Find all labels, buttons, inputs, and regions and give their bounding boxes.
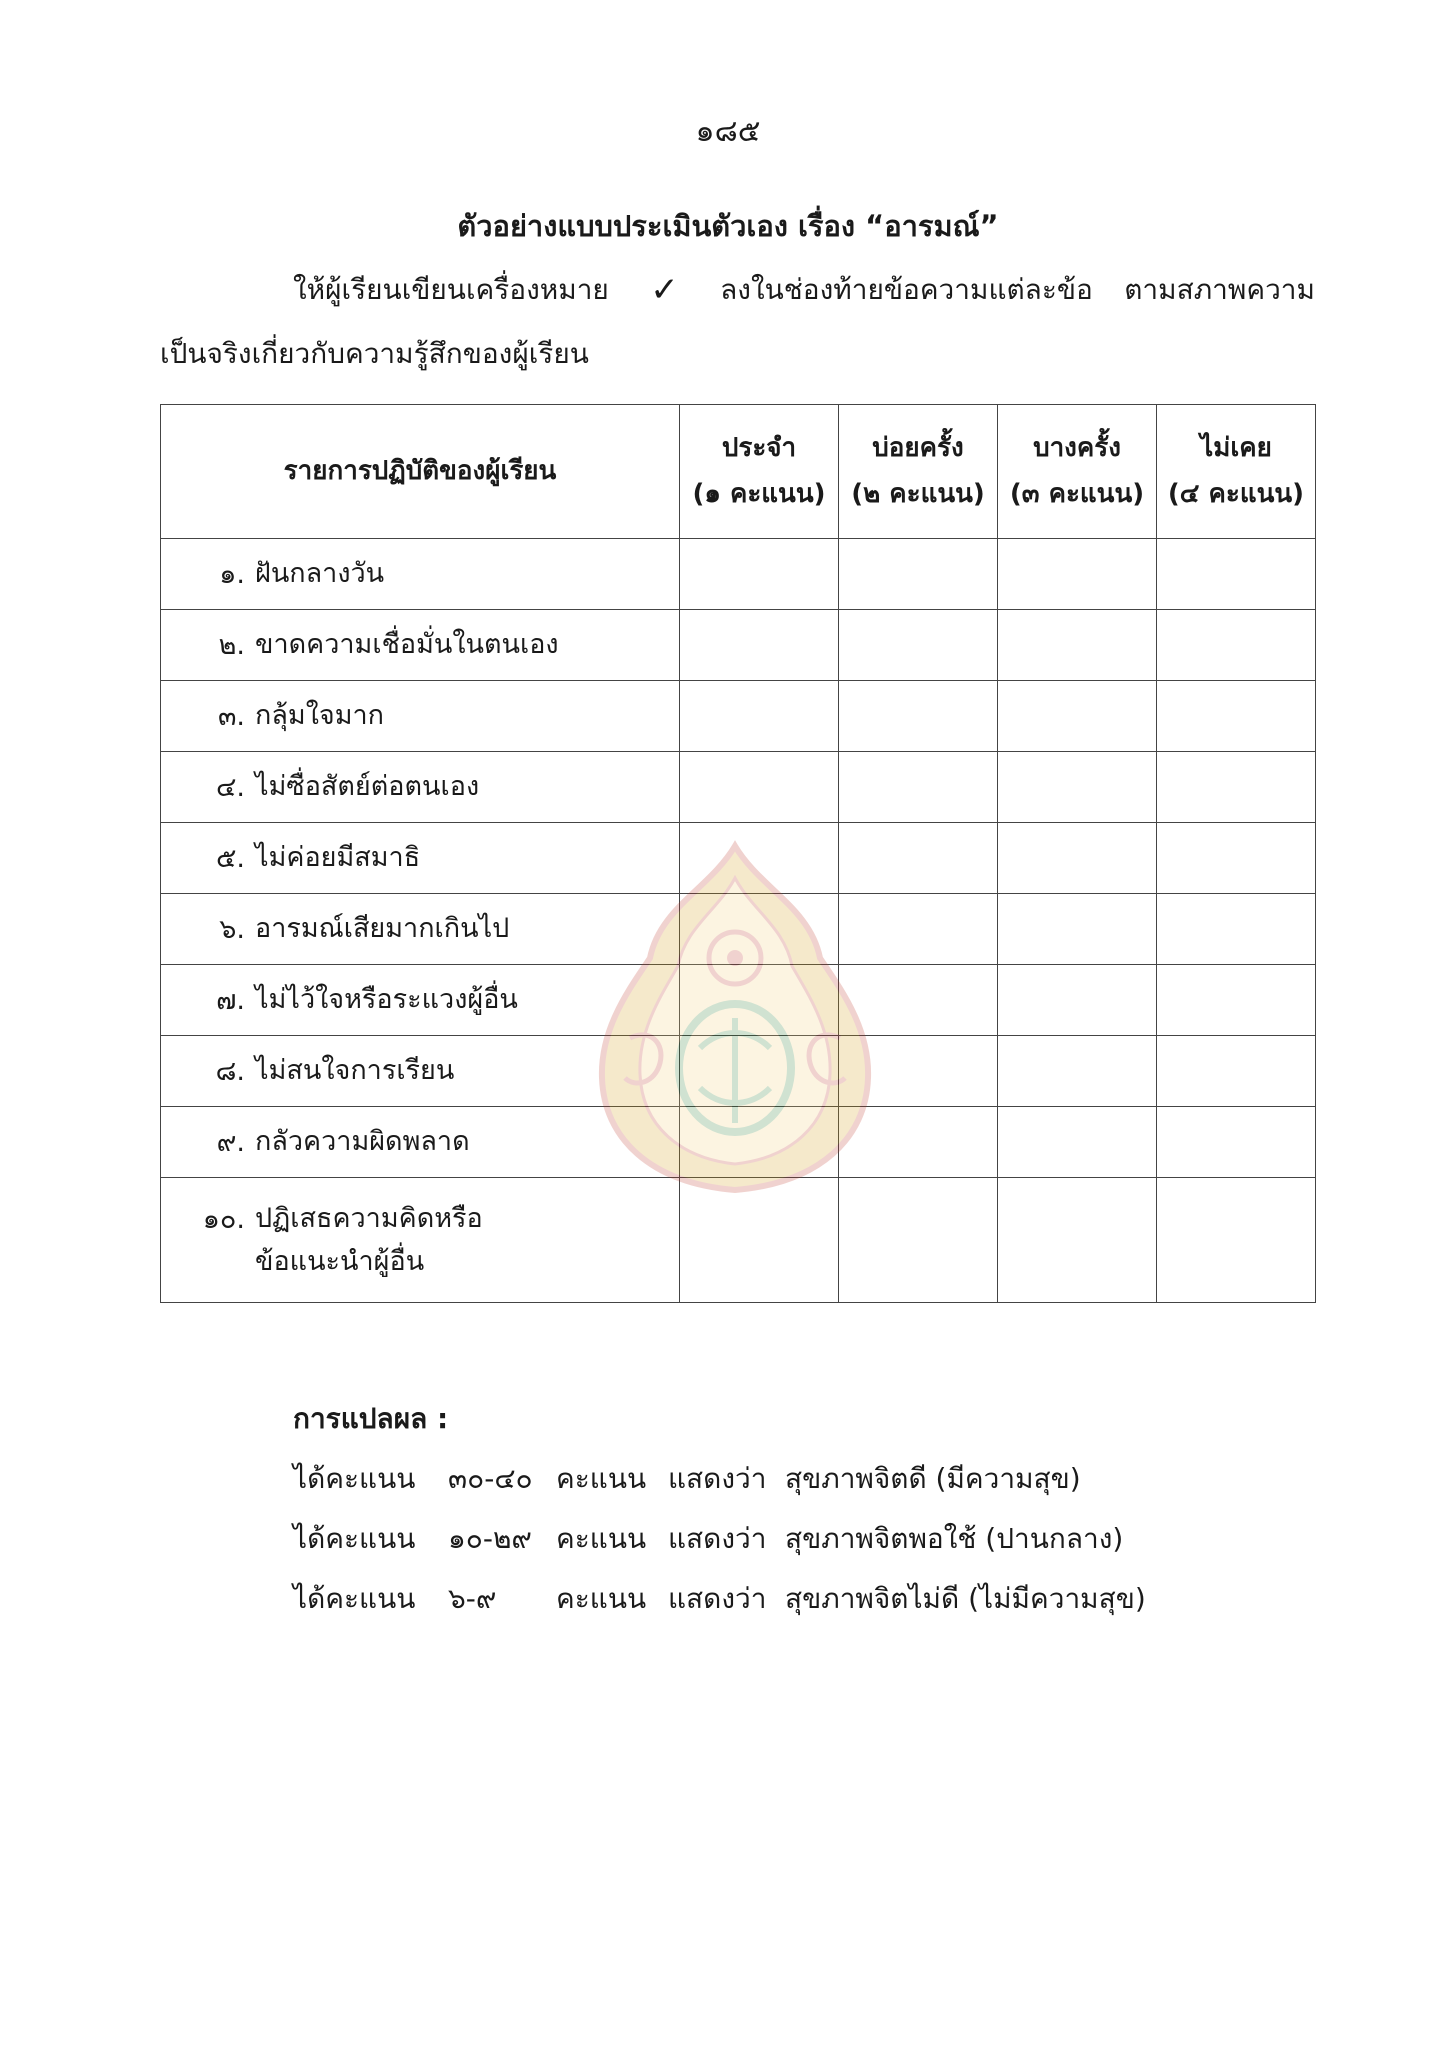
check-cell-always[interactable] [680, 1036, 839, 1107]
check-cell-sometimes[interactable] [998, 681, 1157, 752]
check-cell-often[interactable] [839, 752, 998, 823]
check-cell-often[interactable] [839, 1107, 998, 1178]
page-number: ๑๘๕ [695, 114, 761, 149]
check-cell-often[interactable] [839, 823, 998, 894]
checkmark-icon: ✓ [650, 270, 679, 310]
check-cell-sometimes[interactable] [998, 823, 1157, 894]
check-cell-often[interactable] [839, 894, 998, 965]
check-cell-often[interactable] [839, 681, 998, 752]
check-cell-often[interactable] [839, 1178, 998, 1303]
check-cell-always[interactable] [680, 823, 839, 894]
check-cell-never[interactable] [1157, 823, 1316, 894]
check-cell-often[interactable] [839, 965, 998, 1036]
instruction-part-3: ตามสภาพความ [1124, 273, 1315, 306]
table-row [161, 752, 1316, 823]
header-always: ประจำ (๑ คะแนน) [680, 405, 839, 539]
table-row [161, 539, 1316, 610]
check-cell-always[interactable] [680, 539, 839, 610]
table-row [161, 1107, 1316, 1178]
instruction-line-2: เป็นจริงเกี่ยวกับความรู้สึกของผู้เรียน [160, 337, 589, 370]
check-cell-sometimes[interactable] [998, 1178, 1157, 1303]
table-row [161, 894, 1316, 965]
header-practice-items: รายการปฏิบัติของผู้เรียน [161, 405, 680, 539]
check-cell-sometimes[interactable] [998, 610, 1157, 681]
document-title: ตัวอย่างแบบประเมินตัวเอง เรื่อง “อารมณ์” [457, 209, 999, 243]
table-row [161, 1036, 1316, 1107]
item-cell: ๕. ไม่ค่อยมีสมาธิ [161, 823, 680, 894]
table-header-row [161, 405, 1316, 539]
item-cell: ๓. กลุ้มใจมาก [161, 681, 680, 752]
check-cell-always[interactable] [680, 894, 839, 965]
check-cell-never[interactable] [1157, 965, 1316, 1036]
check-cell-never[interactable] [1157, 1036, 1316, 1107]
instruction-part-2: ลงในช่องท้ายข้อความแต่ละข้อ [720, 273, 1093, 306]
check-cell-sometimes[interactable] [998, 965, 1157, 1036]
check-cell-always[interactable] [680, 610, 839, 681]
check-cell-sometimes[interactable] [998, 752, 1157, 823]
check-cell-always[interactable] [680, 1107, 839, 1178]
check-cell-always[interactable] [680, 965, 839, 1036]
item-cell: ๗. ไม่ไว้ใจหรือระแวงผู้อื่น [161, 965, 680, 1036]
check-cell-never[interactable] [1157, 610, 1316, 681]
instruction-part-1: ให้ผู้เรียนเขียนเครื่องหมาย [293, 273, 609, 306]
check-cell-always[interactable] [680, 1178, 839, 1303]
item-cell: ๒. ขาดความเชื่อมั่นในตนเอง [161, 610, 680, 681]
check-cell-sometimes[interactable] [998, 894, 1157, 965]
table-row [161, 823, 1316, 894]
interpretation-row: ได้คะแนน ๓๐-๔๐ คะแนน แสดงว่า สุขภาพจิตดี (มีความสุข) [293, 1462, 1081, 1495]
header-sometimes: บางครั้ง (๓ คะแนน) [998, 405, 1157, 539]
header-often: บ่อยครั้ง (๒ คะแนน) [839, 405, 998, 539]
item-cell: ๑. ฝันกลางวัน [161, 539, 680, 610]
check-cell-never[interactable] [1157, 894, 1316, 965]
item-cell: ๖. อารมณ์เสียมากเกินไป [161, 894, 680, 965]
table-row [161, 965, 1316, 1036]
check-cell-sometimes[interactable] [998, 1036, 1157, 1107]
check-cell-often[interactable] [839, 610, 998, 681]
check-cell-always[interactable] [680, 752, 839, 823]
check-cell-often[interactable] [839, 539, 998, 610]
check-cell-never[interactable] [1157, 539, 1316, 610]
table-row [161, 1178, 1316, 1303]
item-cell: ๔. ไม่ซื่อสัตย์ต่อตนเอง [161, 752, 680, 823]
check-cell-often[interactable] [839, 1036, 998, 1107]
item-cell: ๙. กลัวความผิดพลาด [161, 1107, 680, 1178]
check-cell-never[interactable] [1157, 1107, 1316, 1178]
interpretation-row: ได้คะแนน ๖-๙ คะแนน แสดงว่า สุขภาพจิตไม่ดี (ไม่มีความสุข) [293, 1582, 1146, 1615]
check-cell-always[interactable] [680, 681, 839, 752]
interpretation-title: การแปลผล : [293, 1402, 449, 1435]
check-cell-never[interactable] [1157, 752, 1316, 823]
instruction-line-1 [293, 268, 1315, 312]
header-never: ไม่เคย (๔ คะแนน) [1157, 405, 1316, 539]
interpretation-row: ได้คะแนน ๑๐-๒๙ คะแนน แสดงว่า สุขภาพจิตพอใช้ (ปานกลาง) [293, 1522, 1124, 1555]
item-cell: ๘. ไม่สนใจการเรียน [161, 1036, 680, 1107]
table-row [161, 610, 1316, 681]
table-row [161, 681, 1316, 752]
check-cell-sometimes[interactable] [998, 1107, 1157, 1178]
self-evaluation-table [160, 404, 1316, 1303]
check-cell-never[interactable] [1157, 681, 1316, 752]
item-cell: ๑๐. ปฏิเสธความคิดหรือ ข้อแนะนำผู้อื่น [161, 1178, 680, 1303]
check-cell-never[interactable] [1157, 1178, 1316, 1303]
check-cell-sometimes[interactable] [998, 539, 1157, 610]
